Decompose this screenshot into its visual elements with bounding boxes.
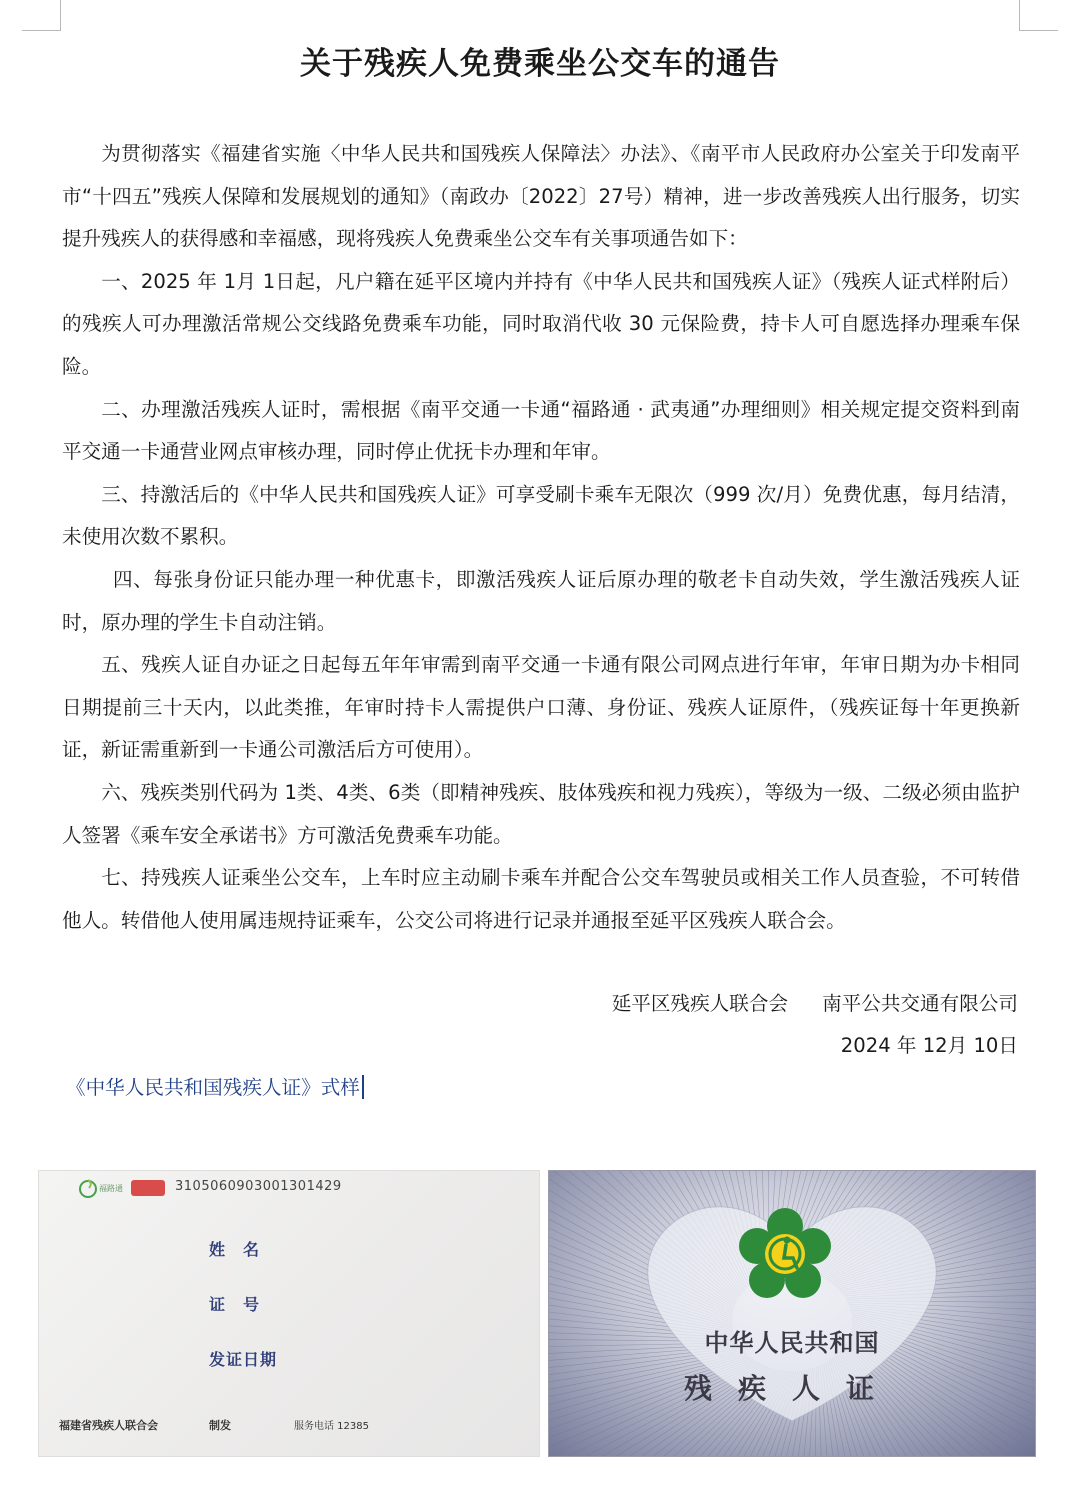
card-issuer: 福建省残疾人联合会 [59, 1419, 158, 1432]
notice-body [62, 133, 1020, 942]
card-field-id: 证号 [209, 1295, 278, 1314]
signature-date: 2024 年 12月 10日 [840, 1034, 1018, 1057]
page-corner-mark-left [22, 0, 61, 31]
card-back-nation: 中华人民共和国 [704, 1328, 880, 1357]
disability-federation-emblem-icon [737, 1206, 833, 1302]
card-back-image [548, 1170, 1036, 1457]
clause-2: 二、办理激活残疾人证时，需根据《南平交通一卡通“福路通 · 武夷通”办理细则》相关规定提交资料到南平交通一卡通营业网点审核办理，同时停止优抚卡办理和年审。 [62, 397, 1020, 464]
signature-org-bus-company: 南平公共交通有限公司 [822, 992, 1018, 1015]
bus-card-logo-icon [131, 1180, 165, 1196]
document-title: 关于残疾人免费乘坐公交车的通告 [300, 46, 780, 82]
text-cursor [362, 1075, 364, 1099]
fulutong-logo-text: 福路通 [99, 1184, 123, 1193]
signature-organizations [612, 983, 1018, 1025]
clause-1: 一、2025 年 1月 1日起，凡户籍在延平区境内并持有《中华人民共和国残疾人证》（残疾人证式样附后）的残疾人可办理激活常规公交线路免费乘车功能，同时取消代收 30 元保险费，持卡人可自愿选择办理乘车保险。 [62, 269, 1020, 378]
card-service-phone: 服务电话 12385 [294, 1421, 369, 1432]
card-field-issue-date: 发证日期 [209, 1350, 278, 1369]
clause-7: 七、持残疾人证乘坐公交车，上车时应主动刷卡乘车并配合公交车驾驶员或相关工作人员查验，不可转借他人。转借他人使用属违规持证乘车，公交公司将进行记录并通报至延平区残疾人联合会。 [62, 866, 1020, 932]
fulutong-logo-icon [77, 1177, 99, 1199]
clause-5: 五、残疾人证自办证之日起每五年年审需到南平交通一卡通有限公司网点进行年审，年审日期为办卡相同日期提前三十天内，以此类推，年审时持卡人需提供户口薄、身份证、残疾人证原件，（残疾证每十年更换新证，新证需重新到一卡通公司激活后方可使用）。 [62, 653, 1020, 762]
card-front-image [38, 1170, 540, 1457]
page-corner-mark-right [1019, 0, 1058, 31]
clause-4: 四、每张身份证只能办理一种优惠卡，即激活残疾人证后原办理的敬老卡自动失效，学生激活残疾人证时，原办理的学生卡自动注销。 [62, 567, 1020, 634]
clause-6: 六、残疾类别代码为 1类、4类、6类（即精神残疾、肢体残疾和视力残疾），等级为一级、二级必须由监护人签署《乘车安全承诺书》方可激活免费乘车功能。 [62, 780, 1020, 847]
card-made-label: 制发 [209, 1419, 231, 1432]
sample-caption[interactable] [66, 1068, 364, 1108]
card-field-name: 姓名 [209, 1240, 278, 1259]
clause-3: 三、持激活后的《中华人民共和国残疾人证》可享受刷卡乘车无限次（999 次/月）免费优惠，每月结清，未使用次数不累积。 [62, 482, 1020, 549]
card-back-name: 残疾人证 [683, 1372, 900, 1405]
sample-caption-text: 《中华人民共和国残疾人证》式样 [66, 1076, 360, 1099]
signature-org-disabled-federation: 延平区残疾人联合会 [611, 992, 789, 1015]
intro-paragraph: 为贯彻落实《福建省实施〈中华人民共和国残疾人保障法〉办法》、《南平市人民政府办公室关于印发南平市“十四五”残疾人保障和发展规划的通知》（南政办〔2022〕27号）精神，进一步改善残疾人出行服务，切实提升残疾人的获得感和幸福感，现将残疾人免费乘坐公交车有关事项通告如下： [62, 142, 1020, 251]
card-number: 3105060903001301429 [175, 1179, 342, 1194]
